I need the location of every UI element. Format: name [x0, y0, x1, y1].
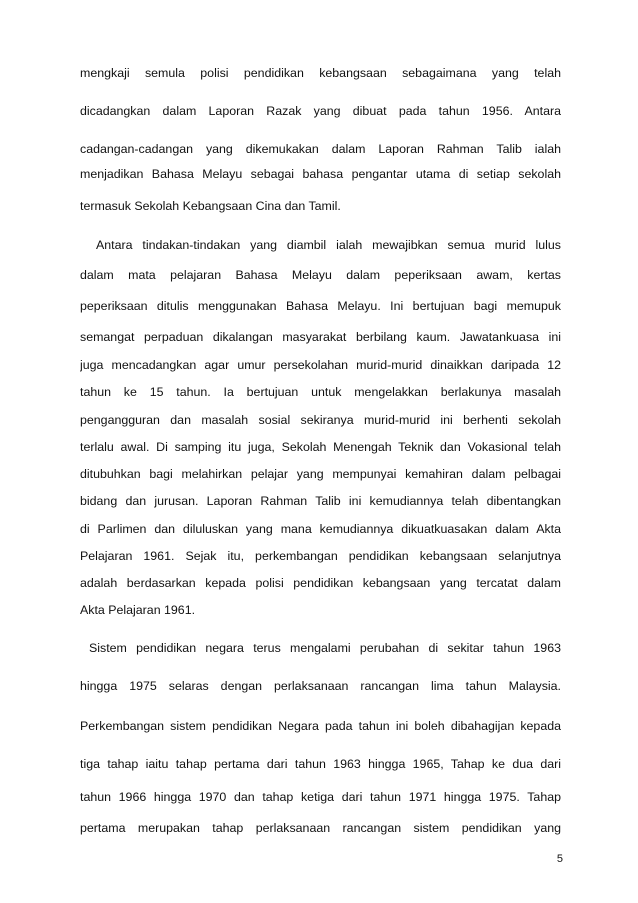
text-line-16: di Parlimen dan diluluskan yang mana kemudiannya dikuatkuasakan dalam Akta: [80, 522, 561, 536]
text-line-1: mengkaji semula polisi pendidikan kebangsaan sebagaimana yang telah: [80, 66, 561, 80]
text-line-23: tiga tahap iaitu tahap pertama dari tahun 1963 hingga 1965, Tahap ke dua dari: [80, 757, 561, 771]
text-line-22: Perkembangan sistem pendidikan Negara pada tahun ini boleh dibahagijan kepada: [80, 719, 561, 733]
text-line-8: peperiksaan ditulis menggunakan Bahasa Melayu. Ini bertujuan bagi memupuk: [80, 299, 561, 313]
text-line-17: Pelajaran 1961. Sejak itu, perkembangan pendidikan kebangsaan selanjutnya: [80, 549, 561, 563]
text-line-6: Antara tindakan-tindakan yang diambil ialah mewajibkan semua murid lulus: [96, 238, 561, 252]
text-line-14: ditubuhkan bagi melahirkan pelajar yang mempunyai kemahiran dalam pelbagai: [80, 467, 561, 481]
page-number: 5: [556, 853, 563, 865]
text-line-20: Sistem pendidikan negara terus mengalami perubahan di sekitar tahun 1963: [89, 641, 561, 655]
text-line-3: cadangan-cadangan yang dikemukakan dalam Laporan Rahman Talib ialah: [80, 142, 561, 156]
text-line-10: juga mencadangkan agar umur persekolahan murid-murid dinaikkan daripada 12: [80, 358, 561, 372]
text-line-21: hingga 1975 selaras dengan perlaksanaan rancangan lima tahun Malaysia.: [80, 679, 561, 693]
text-line-9: semangat perpaduan dikalangan masyarakat berbilang kaum. Jawatankuasa ini: [80, 330, 561, 344]
text-line-18: adalah berdasarkan kepada polisi pendidikan kebangsaan yang tercatat dalam: [80, 576, 561, 590]
text-line-25: pertama merupakan tahap perlaksanaan rancangan sistem pendidikan yang: [80, 821, 561, 835]
text-line-24: tahun 1966 hingga 1970 dan tahap ketiga dari tahun 1971 hingga 1975. Tahap: [80, 790, 561, 804]
text-line-12: pengangguran dan masalah sosial sekiranya murid-murid ini berhenti sekolah: [80, 413, 561, 427]
text-line-7: dalam mata pelajaran Bahasa Melayu dalam peperiksaan awam, kertas: [80, 268, 561, 282]
text-line-15: bidang dan jurusan. Laporan Rahman Talib ini kemudiannya telah dibentangkan: [80, 494, 561, 508]
text-line-2: dicadangkan dalam Laporan Razak yang dibuat pada tahun 1956. Antara: [80, 104, 561, 118]
text-line-13: terlalu awal. Di samping itu juga, Sekolah Menengah Teknik dan Vokasional telah: [80, 440, 561, 454]
text-line-11: tahun ke 15 tahun. Ia bertujuan untuk mengelakkan berlakunya masalah: [80, 385, 561, 399]
text-line-19: Akta Pelajaran 1961.: [80, 603, 196, 617]
text-line-4: menjadikan Bahasa Melayu sebagai bahasa pengantar utama di setiap sekolah: [80, 167, 561, 181]
text-line-5: termasuk Sekolah Kebangsaan Cina dan Tamil.: [80, 199, 341, 213]
